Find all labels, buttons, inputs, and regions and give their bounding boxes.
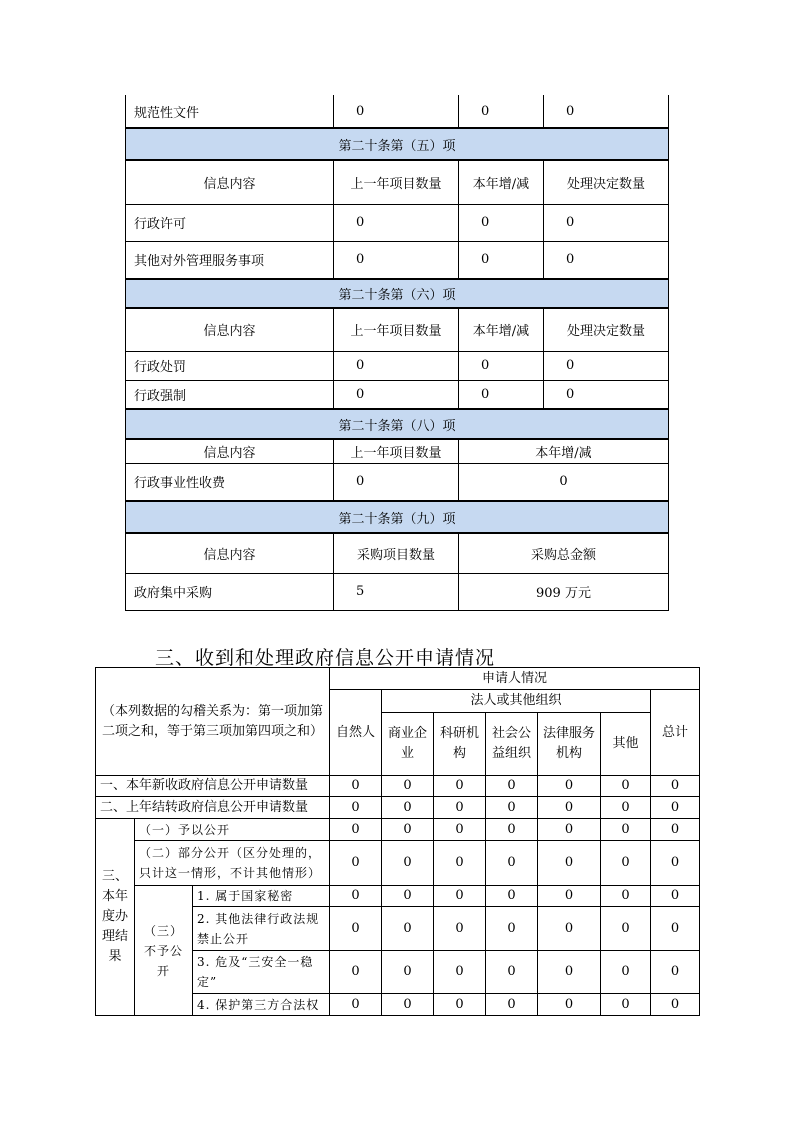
section-title: 第二十条第（六）项 [126,279,669,308]
header-cell: 信息内容 [126,439,334,463]
header-cell: 处理决定数量 [544,308,669,351]
section-heading: 三、收到和处理政府信息公开申请情况 [155,647,496,669]
cell-value: 0 [486,797,538,819]
cell-value: 0 [334,95,459,128]
table-row [96,841,700,886]
table-row [126,351,669,380]
cell-value: 0 [486,776,538,797]
cell-value: 0 [601,994,651,1016]
cell-value: 0 [459,463,669,501]
cell-value: 0 [434,797,486,819]
cell-value: 0 [382,907,434,951]
header-cell: 其他 [601,713,651,776]
applicant-header: 申请人情况 [330,668,700,690]
header-cell: 本年增/减 [459,308,544,351]
cell-value: 0 [330,841,382,886]
cell-value: 0 [601,907,651,951]
header-cell: 处理决定数量 [544,160,669,204]
cell-value: 0 [382,797,434,819]
cell-value: 0 [330,907,382,951]
cell-value: 0 [651,886,700,907]
section-header [126,279,669,308]
disclosure-table-upper [125,95,669,611]
header-cell: 上一年项目数量 [334,439,459,463]
cell-value: 0 [651,994,700,1016]
row-label: 其他对外管理服务事项 [126,241,334,279]
table-row [96,886,700,907]
cell-value: 0 [544,204,669,241]
cell-value: 0 [459,380,544,409]
cell-value: 0 [601,841,651,886]
cell-value: 0 [486,951,538,994]
cell-value: 0 [538,886,601,907]
table-row [96,776,700,797]
row-label: 二、上年结转政府信息公开申请数量 [96,797,330,819]
header-cell: 信息内容 [126,160,334,204]
row-label: 行政强制 [126,380,334,409]
cell-value: 0 [434,886,486,907]
cell-value: 0 [538,994,601,1016]
cell-value: 0 [330,819,382,841]
cell-value: 0 [544,95,669,128]
row-label: 规范性文件 [126,95,334,128]
table-row [126,463,669,501]
row-label: 4. 保护第三方合法权 [193,994,330,1016]
cell-value: 0 [538,776,601,797]
cell-value: 0 [651,819,700,841]
cell-value: 0 [382,841,434,886]
cell-value: 0 [382,776,434,797]
cell-value: 0 [459,241,544,279]
cell-value: 0 [544,380,669,409]
table-row [126,573,669,610]
cell-value: 0 [601,951,651,994]
cell-value: 0 [334,463,459,501]
cell-value: 0 [330,994,382,1016]
cell-value: 0 [538,841,601,886]
cell-value: 0 [544,241,669,279]
cell-value: 0 [651,951,700,994]
header-cell: 上一年项目数量 [334,308,459,351]
cell-value: 0 [330,951,382,994]
cell-value: 0 [651,797,700,819]
row-label: 行政事业性收费 [126,463,334,501]
reconciliation-note: （本列数据的勾稽关系为：第一项加第二项之和，等于第三项加第四项之和） [96,668,330,776]
section-header [126,409,669,439]
cell-value: 0 [459,204,544,241]
cell-value: 0 [486,841,538,886]
cell-value: 0 [486,819,538,841]
column-header-row [126,439,669,463]
cell-value: 0 [334,204,459,241]
header-cell: 信息内容 [126,533,334,573]
cell-value: 0 [601,776,651,797]
cell-value: 0 [434,819,486,841]
cell-value: 0 [434,951,486,994]
cell-value: 0 [330,797,382,819]
cell-value: 0 [538,951,601,994]
cell-value: 0 [486,907,538,951]
cell-value: 5 [334,573,459,610]
section-title: 第二十条第（五）项 [126,128,669,160]
cell-value: 0 [538,797,601,819]
cell-value: 0 [538,907,601,951]
results-group-label: 三、本年度办理结果 [96,819,135,1016]
row-label: （二）部分公开（区分处理的，只计这一情形，不计其他情形） [135,841,330,886]
total-header: 总计 [651,690,700,776]
row-label: 1. 属于国家秘密 [193,886,330,907]
cell-value: 0 [651,841,700,886]
cell-value: 0 [330,886,382,907]
cell-value: 0 [651,776,700,797]
withheld-group-label: （三）不予公开 [135,886,193,1016]
cell-value: 0 [434,841,486,886]
column-header-row [126,533,669,573]
table-row [96,668,700,690]
cell-value: 0 [601,886,651,907]
header-cell: 商业企业 [382,713,434,776]
cell-value: 0 [382,819,434,841]
section-title: 第二十条第（八）项 [126,409,669,439]
cell-value: 0 [544,351,669,380]
cell-value: 0 [651,907,700,951]
row-label: 行政许可 [126,204,334,241]
application-stats-table [95,667,700,1016]
header-cell: 法律服务机构 [538,713,601,776]
header-cell: 社会公益组织 [486,713,538,776]
section-header [126,128,669,160]
section-header [126,501,669,533]
cell-value: 0 [459,351,544,380]
cell-value: 0 [334,351,459,380]
cell-value: 0 [601,797,651,819]
legal-orgs-header: 法人或其他组织 [382,690,651,713]
cell-value: 0 [382,886,434,907]
row-label: 2. 其他法律行政法规禁止公开 [193,907,330,951]
cell-value: 0 [334,380,459,409]
cell-value: 0 [538,819,601,841]
cell-value: 0 [330,776,382,797]
row-label: 3. 危及“三安全一稳定” [193,951,330,994]
row-label: 一、本年新收政府信息公开申请数量 [96,776,330,797]
row-label: （一）予以公开 [135,819,330,841]
header-cell: 采购项目数量 [334,533,459,573]
table-row [126,204,669,241]
cell-value: 0 [434,776,486,797]
cell-value: 909 万元 [459,573,669,610]
column-header-row [126,308,669,351]
cell-value: 0 [434,994,486,1016]
row-label: 行政处罚 [126,351,334,380]
column-header-row [126,160,669,204]
row-label: 政府集中采购 [126,573,334,610]
table-row [126,380,669,409]
cell-value: 0 [601,819,651,841]
cell-value: 0 [334,241,459,279]
header-cell: 信息内容 [126,308,334,351]
cell-value: 0 [486,886,538,907]
table-row [96,797,700,819]
header-cell: 上一年项目数量 [334,160,459,204]
cell-value: 0 [434,907,486,951]
header-cell: 本年增/减 [459,160,544,204]
cell-value: 0 [459,95,544,128]
cell-value: 0 [486,994,538,1016]
table-row [126,241,669,279]
table-row [96,819,700,841]
cell-value: 0 [382,951,434,994]
table-row [126,95,669,128]
header-cell: 科研机构 [434,713,486,776]
natural-person-header: 自然人 [330,690,382,776]
header-cell: 本年增/减 [459,439,669,463]
header-cell: 采购总金额 [459,533,669,573]
cell-value: 0 [382,994,434,1016]
section-title: 第二十条第（九）项 [126,501,669,533]
